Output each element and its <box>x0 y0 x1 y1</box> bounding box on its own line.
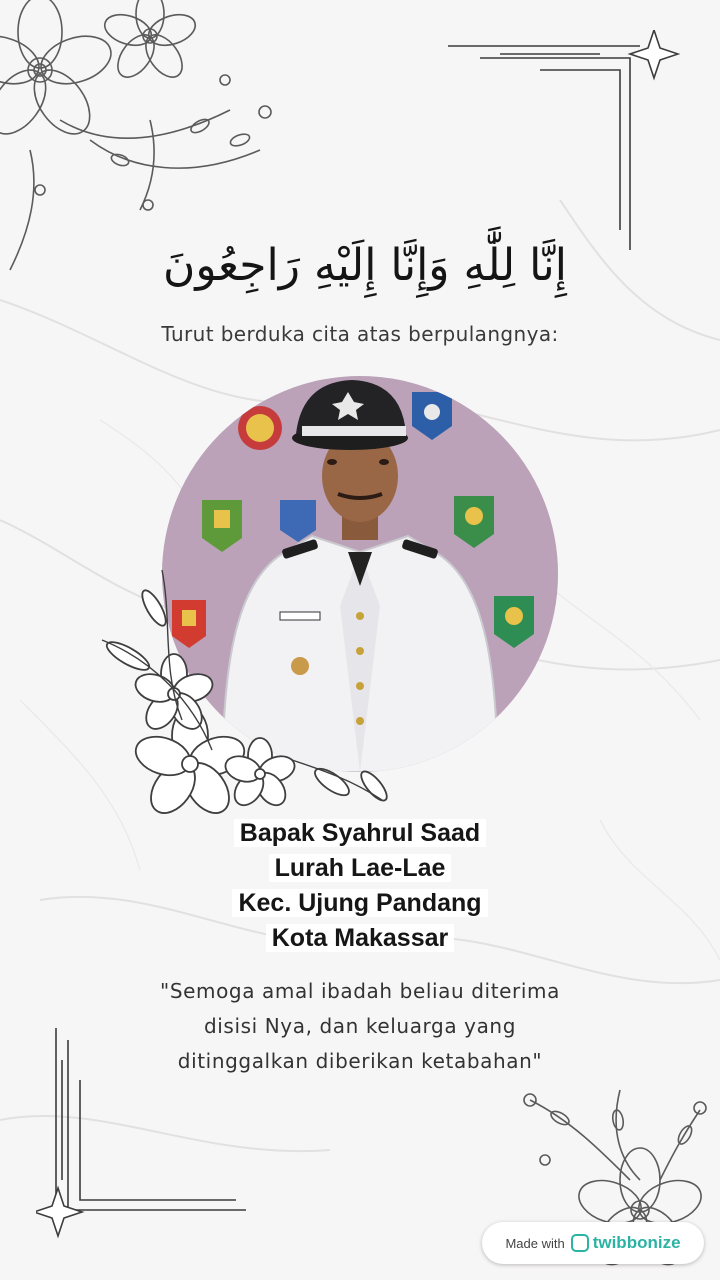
twibbonize-logo-icon <box>571 1234 589 1252</box>
prayer-line: ditinggalkan diberikan ketabahan" <box>177 1049 543 1073</box>
top-right-frame-ornament <box>440 30 680 260</box>
prayer-line: disisi Nya, dan keluarga yang <box>203 1014 517 1038</box>
condolence-intro: Turut berduka cita atas berpulangnya: <box>161 322 559 346</box>
deceased-info <box>0 816 720 956</box>
wall-emblem <box>238 406 282 450</box>
twibbonize-brand: twibbonize <box>592 1233 681 1252</box>
arabic-calligraphy: إِنَّا لِلَّٰهِ وَإِنَّا إِلَيْهِ رَاجِعُونَ <box>163 240 567 291</box>
deceased-name: Bapak Syahrul Saad <box>0 816 720 851</box>
prayer-line: "Semoga amal ibadah beliau diterima <box>160 979 560 1003</box>
prayer-quote <box>100 974 620 1079</box>
made-with-label: Made with <box>505 1235 565 1251</box>
floral-sprig-ornament <box>92 560 392 820</box>
deceased-city: Kota Makassar <box>0 921 720 956</box>
twibbonize-watermark[interactable] <box>482 1222 704 1264</box>
deceased-district: Kec. Ujung Pandang <box>0 886 720 921</box>
deceased-position: Lurah Lae-Lae <box>0 851 720 886</box>
